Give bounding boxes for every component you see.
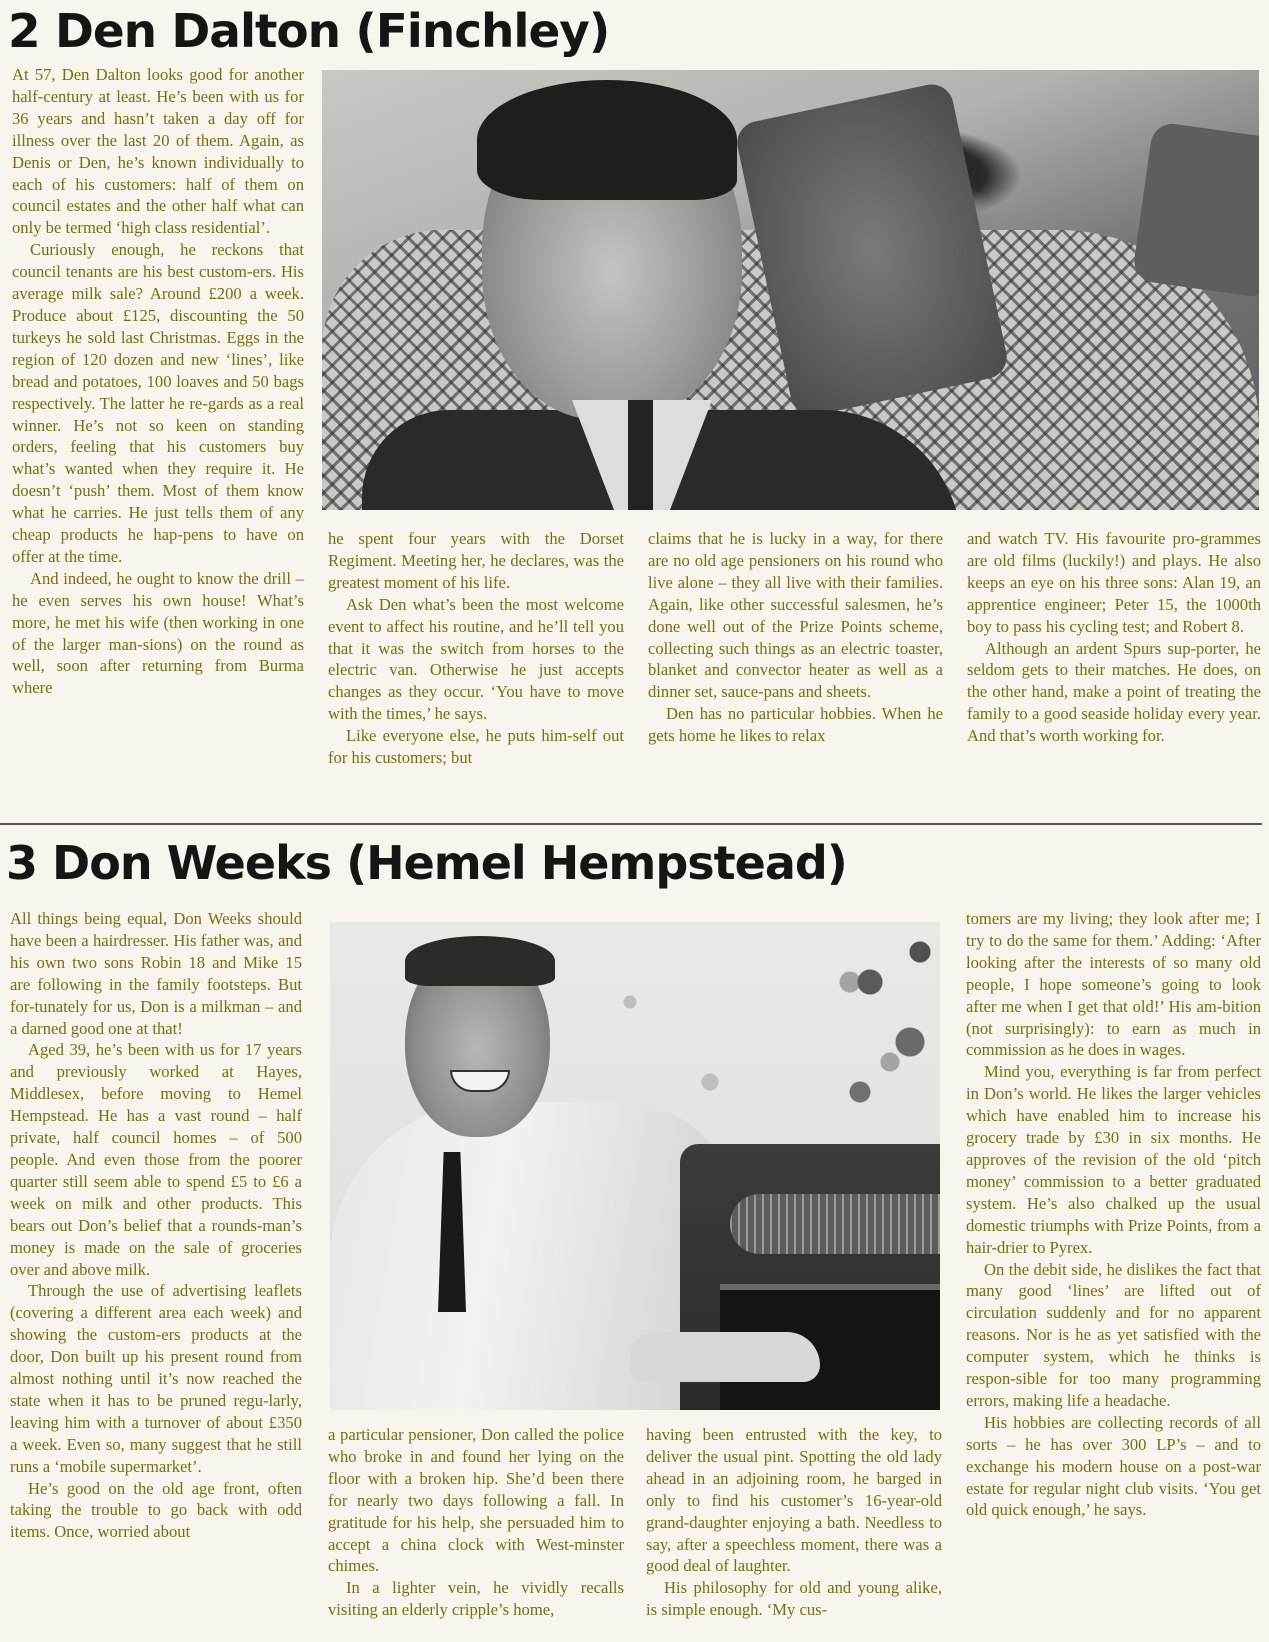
- hair: [477, 80, 737, 200]
- paragraph: Ask Den what’s been the most welcome event to affect his routine, and he’ll tell you that it was the switch from horses to the electric van. Otherwise he just accepts changes as they occur. ‘You have to move with the times,’ he says.: [328, 594, 624, 724]
- don-weeks-photo: [330, 922, 940, 1410]
- paragraph: His philosophy for old and young alike, is simple enough. ‘My cus-: [646, 1578, 942, 1620]
- section-3-number: 3: [6, 836, 38, 890]
- paragraph: claims that he is lucky in a way, for there are no old age pensioners on his round who live alone – they all live with their families. Again, like other successful salesmen, he’s done well out of the Prize Points scheme, collecting such things as an electric toaster, blanket and convector heater as well as a dinner set, sauce-pans and sheets.: [648, 529, 943, 702]
- paragraph: Although an ardent Spurs sup-porter, he seldom gets to their matches. He does, on the other hand, make a point of treating the family to a good seaside holiday every year. And that’s worth working for.: [967, 638, 1261, 746]
- hair: [405, 936, 555, 986]
- cushion: [1132, 121, 1259, 299]
- section-2-column-2: [328, 528, 624, 769]
- section-2-number: 2: [8, 4, 40, 58]
- section-2-column-4: [967, 528, 1261, 747]
- paragraph: Like everyone else, he puts him-self out for his customers; but: [328, 726, 624, 768]
- section-2-title: Den Dalton (Finchley): [54, 4, 610, 58]
- section-3-column-2: [328, 1424, 624, 1621]
- den-dalton-photo: [322, 70, 1259, 510]
- paragraph: having been entrusted with the key, to deliver the usual pint. Spotting the old lady ahead in an adjoining room, he barged in only to find his customer’s 16-year-old grand-daughter enjoying a bath. Needless to say, after a speechless moment, there was a good deal of laughter.: [646, 1425, 942, 1576]
- section-3-column-4: [966, 908, 1261, 1521]
- radio-dial: [730, 1194, 940, 1254]
- section-2-headline: [8, 4, 610, 58]
- paragraph: Aged 39, he’s been with us for 17 years and previously worked at Hayes, Middlesex, before moving to Hemel Hempstead. He has a vast round – half private, half council homes – of 500 people. And even those from the poorer quarter still seem able to spend £5 to £6 a week on milk and other products. This bears out Don’s belief that a rounds-man’s money is made on the sale of groceries over and above milk.: [10, 1040, 302, 1279]
- paragraph: he spent four years with the Dorset Regiment. Meeting her, he declares, was the greatest moment of his life.: [328, 529, 624, 592]
- section-3-title: Don Weeks (Hemel Hempstead): [52, 836, 847, 890]
- paragraph: In a lighter vein, he vividly recalls visiting an elderly cripple’s home,: [328, 1578, 624, 1620]
- paragraph: At 57, Den Dalton looks good for another half-century at least. He’s been with us for 36 years and hasn’t taken a day off for illness over the last 20 of them. Again, as Denis or Den, he’s known individually to each of his customers: half of them on council estates and the other half what can only be termed ‘high class residential’.: [12, 65, 304, 238]
- section-2-column-1: [12, 64, 304, 699]
- paragraph: He’s good on the old age front, often taking the trouble to go back with odd items. Once, worried about: [10, 1478, 302, 1542]
- section-3-column-3: [646, 1424, 942, 1621]
- paragraph: Curiously enough, he reckons that council tenants are his best custom-ers. His average milk sale? Around £200 a week. Produce about £125, discounting the 50 turkeys he sold last Christmas. Eggs in the region of 120 dozen and new ‘lines’, like bread and potatoes, 100 loaves and 50 bags respectively. The latter he re-gards as a real winner. He’s not so keen on standing orders, feeling that his customers buy what’s wanted when they require it. He doesn’t ‘push’ them. Most of them know what he carries. He just tells them of any cheap products he hap-pens to have on offer at the time.: [12, 240, 304, 566]
- section-3-column-1: [10, 908, 302, 1543]
- section-3-headline: [6, 836, 847, 890]
- paragraph: On the debit side, he dislikes the fact that many good ‘lines’ are lifted out of circulation suddenly and for no apparent reasons. Nor is he as yet satisfied with the computer system, which he thinks is respon-sible for too many programming errors, making life a headache.: [966, 1259, 1261, 1410]
- paragraph: And indeed, he ought to know the drill – he even serves his own house! What’s more, he met his wife (then working in one of the larger man-sions) on the round as well, soon after returning from Burma where: [12, 568, 304, 698]
- paragraph: His hobbies are collecting records of all sorts – he has over 300 LP’s – and to exchange his modern house on a post-war estate for regular night club visits. ‘You get old quick enough,’ he says.: [966, 1412, 1261, 1520]
- section-divider: [0, 823, 1262, 825]
- paragraph: a particular pensioner, Don called the police who broke in and found her lying on the floor with a broken hip. She’d been there for nearly two days following a fall. In gratitude for his help, she persuaded him to accept a china clock with West-minster chimes.: [328, 1425, 624, 1576]
- paragraph: Mind you, everything is far from perfect in Don’s world. He likes the larger vehicles which have enabled him to increase his grocery trade by £30 in six months. He approves of the revision of the old ‘pitch money’ commission to a better graduated system. He’s also chalked up the usual domestic triumphs with Prize Points, from a hair-drier to Pyrex.: [966, 1062, 1261, 1257]
- paragraph: All things being equal, Don Weeks should have been a hairdresser. His father was, and his own two sons Robin 18 and Mike 15 are following in the family footsteps. But for-tunately for us, Don is a milkman – and a darned good one at that!: [10, 909, 302, 1038]
- paragraph: Through the use of advertising leaflets (covering a different area each week) and showing the custom-ers products at the door, Don built up his present round from almost nothing until it’s now reached the state when it has to be pruned regu-larly, leaving him with a turnover of about £350 a week. Even so, many suggest that he still runs a ‘mobile supermarket’.: [10, 1281, 302, 1476]
- hand: [630, 1332, 820, 1382]
- plant-leaves: [830, 922, 940, 1142]
- section-2-column-3: [648, 528, 943, 747]
- paragraph: Den has no particular hobbies. When he gets home he likes to relax: [648, 704, 943, 746]
- paragraph: tomers are my living; they look after me; I try to do the same for them.’ Adding: ‘After looking after the interests of so many old people, I hope someone’s going to look after me when I get that old!’ His am-bition (not surprisingly): to earn as much in commission as he does in wages.: [966, 909, 1261, 1060]
- paragraph: and watch TV. His favourite pro-grammes are old films (luckily!) and plays. He also keeps an eye on his three sons: Alan 19, an apprentice engineer; Peter 15, the 1000th boy to pass his cycling test; and Robert 8.: [967, 529, 1261, 636]
